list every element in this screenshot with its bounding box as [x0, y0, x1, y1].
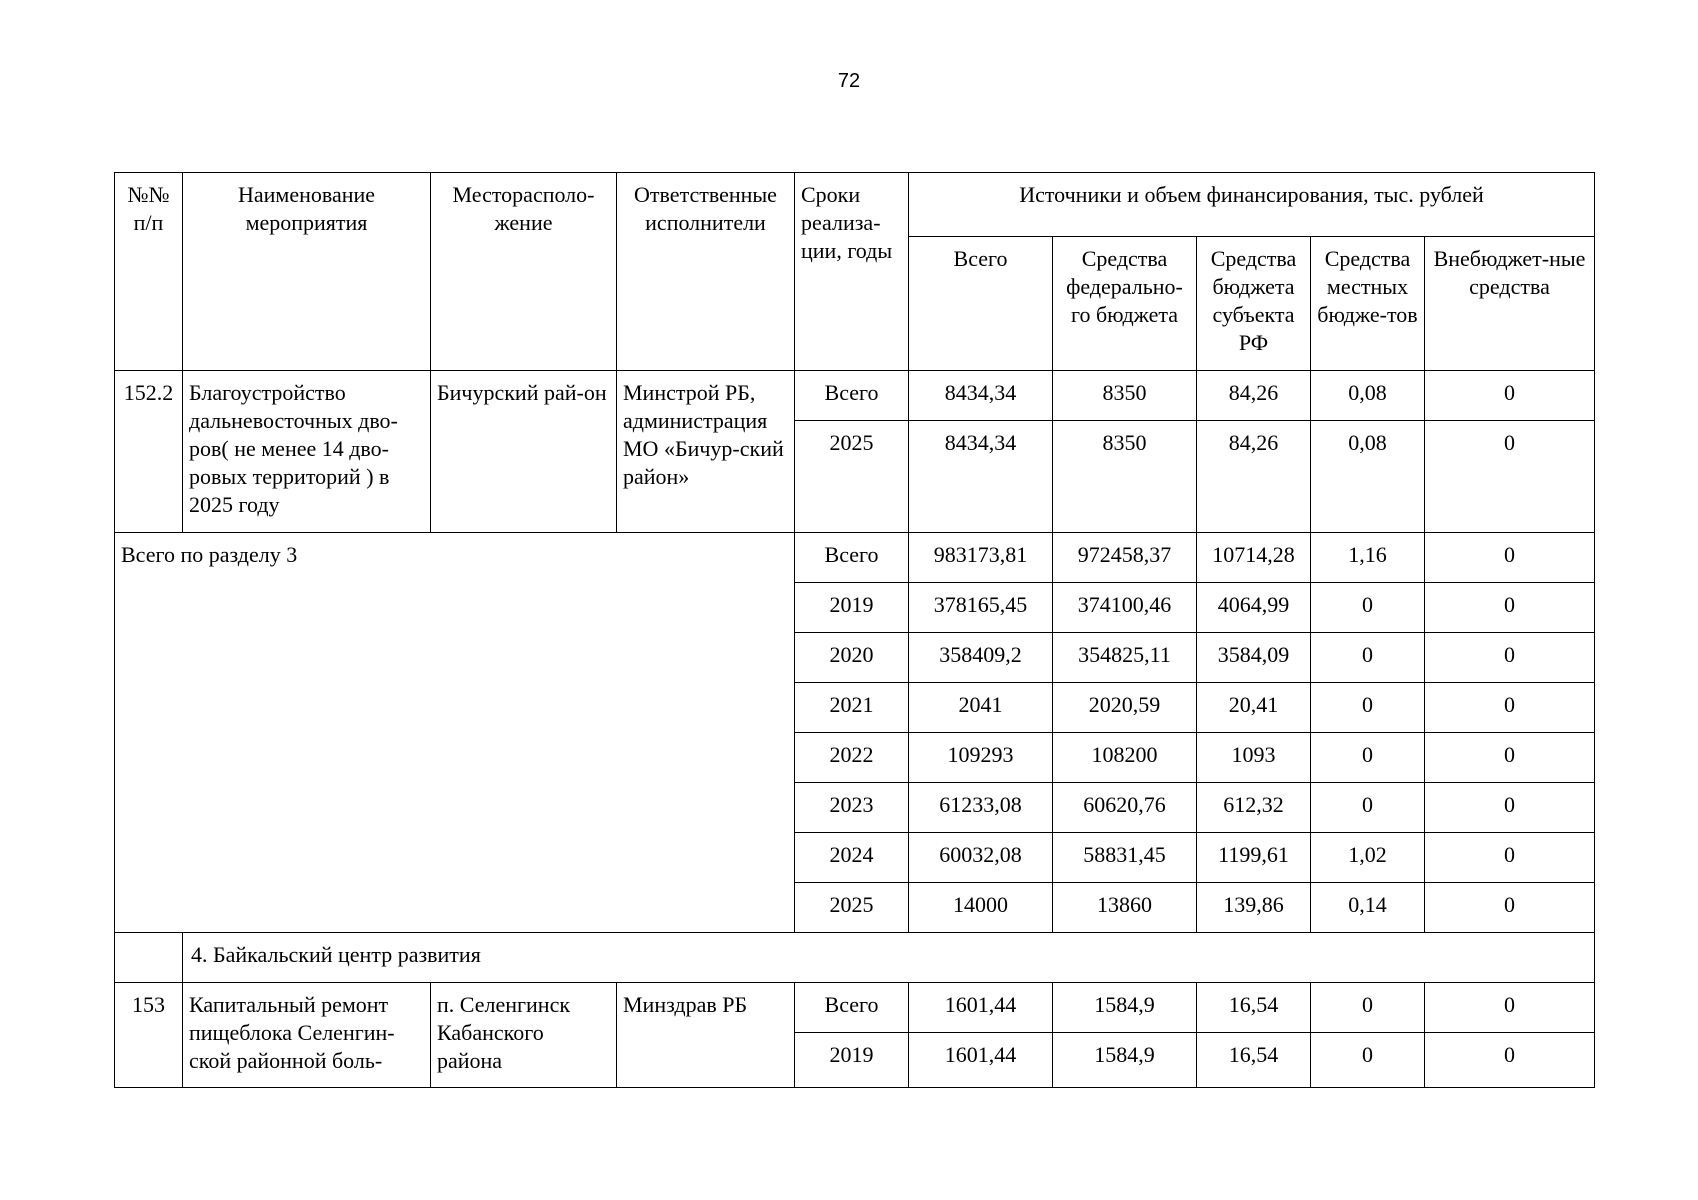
header-terms: Сроки реализа-ции, годы	[795, 173, 909, 371]
cell-extra: 0	[1425, 421, 1595, 533]
cell-federal: 13860	[1053, 883, 1197, 933]
cell-federal: 972458,37	[1053, 533, 1197, 583]
header-num: №№ п/п	[115, 173, 183, 371]
page-number: 72	[837, 70, 861, 92]
cell-total: 61233,08	[909, 783, 1053, 833]
table-row	[115, 533, 1595, 583]
cell-year: 2019	[795, 1033, 909, 1088]
cell-total: 8434,34	[909, 421, 1053, 533]
cell-year: 2024	[795, 833, 909, 883]
cell-total: 358409,2	[909, 633, 1053, 683]
cell-year: Всего	[795, 983, 909, 1033]
cell-subject: 84,26	[1197, 421, 1311, 533]
cell-federal: 60620,76	[1053, 783, 1197, 833]
header-total: Всего	[909, 237, 1053, 371]
cell-subject: 139,86	[1197, 883, 1311, 933]
cell-extra: 0	[1425, 883, 1595, 933]
cell-local: 0	[1311, 683, 1425, 733]
cell-year: 2022	[795, 733, 909, 783]
table-row	[115, 983, 1595, 1033]
cell-federal: 2020,59	[1053, 683, 1197, 733]
cell-subject: 4064,99	[1197, 583, 1311, 633]
cell-local: 0	[1311, 733, 1425, 783]
cell-year: 2019	[795, 583, 909, 633]
cell-subject: 1199,61	[1197, 833, 1311, 883]
header-funding-group: Источники и объем финансирования, тыс. рублей	[909, 173, 1595, 237]
section-4-title: 4. Байкальский центр развития	[183, 933, 1595, 983]
item-name: Капитальный ремонт пищеблока Селенгин-ской районной боль-	[183, 983, 431, 1088]
cell-local: 0,14	[1311, 883, 1425, 933]
cell-local: 0	[1311, 633, 1425, 683]
cell-federal: 1584,9	[1053, 1033, 1197, 1088]
item-num: 152.2	[115, 371, 183, 533]
cell-federal: 108200	[1053, 733, 1197, 783]
table-row	[115, 371, 1595, 421]
cell-local: 0,08	[1311, 371, 1425, 421]
section-heading-row	[115, 933, 1595, 983]
cell-extra: 0	[1425, 833, 1595, 883]
cell-total: 8434,34	[909, 371, 1053, 421]
item-name: Благоустройство дальневосточных дво-ров( не менее 14 дво-ровых территорий ) в 2025 году	[183, 371, 431, 533]
cell-extra: 0	[1425, 1033, 1595, 1088]
cell-subject: 16,54	[1197, 983, 1311, 1033]
cell-federal: 374100,46	[1053, 583, 1197, 633]
cell-subject: 20,41	[1197, 683, 1311, 733]
cell-federal: 8350	[1053, 371, 1197, 421]
cell-total: 378165,45	[909, 583, 1053, 633]
cell-total: 1601,44	[909, 1033, 1053, 1088]
cell-extra: 0	[1425, 533, 1595, 583]
cell-year: 2020	[795, 633, 909, 683]
cell-total: 2041	[909, 683, 1053, 733]
cell-year: 2023	[795, 783, 909, 833]
cell-subject: 16,54	[1197, 1033, 1311, 1088]
cell-extra: 0	[1425, 371, 1595, 421]
section-heading-spacer	[115, 933, 183, 983]
cell-total: 60032,08	[909, 833, 1053, 883]
cell-local: 1,16	[1311, 533, 1425, 583]
cell-total: 14000	[909, 883, 1053, 933]
cell-total: 109293	[909, 733, 1053, 783]
cell-year: 2025	[795, 421, 909, 533]
header-subject: Средства бюджета субъекта РФ	[1197, 237, 1311, 371]
cell-local: 0	[1311, 583, 1425, 633]
cell-local: 0	[1311, 1033, 1425, 1088]
cell-year: Всего	[795, 533, 909, 583]
header-federal: Средства федерально-го бюджета	[1053, 237, 1197, 371]
header-responsible: Ответственные исполнители	[617, 173, 795, 371]
cell-subject: 1093	[1197, 733, 1311, 783]
cell-extra: 0	[1425, 783, 1595, 833]
header-extra: Внебюджет-ные средства	[1425, 237, 1595, 371]
cell-federal: 58831,45	[1053, 833, 1197, 883]
cell-extra: 0	[1425, 983, 1595, 1033]
section-total-label: Всего по разделу 3	[115, 533, 795, 933]
item-responsible: Минстрой РБ, администрация МО «Бичур-ский район»	[617, 371, 795, 533]
item-location: п. Селенгинск Кабанского района	[431, 983, 617, 1088]
cell-local: 0,08	[1311, 421, 1425, 533]
cell-federal: 1584,9	[1053, 983, 1197, 1033]
cell-year: Всего	[795, 371, 909, 421]
cell-subject: 84,26	[1197, 371, 1311, 421]
cell-extra: 0	[1425, 733, 1595, 783]
cell-extra: 0	[1425, 583, 1595, 633]
header-row	[115, 173, 1595, 237]
cell-year: 2025	[795, 883, 909, 933]
cell-total: 983173,81	[909, 533, 1053, 583]
cell-subject: 3584,09	[1197, 633, 1311, 683]
header-local: Средства местных бюдже-тов	[1311, 237, 1425, 371]
cell-local: 1,02	[1311, 833, 1425, 883]
header-name: Наименование мероприятия	[183, 173, 431, 371]
cell-subject: 612,32	[1197, 783, 1311, 833]
cell-year: 2021	[795, 683, 909, 733]
item-location: Бичурский рай-он	[431, 371, 617, 533]
cell-local: 0	[1311, 783, 1425, 833]
cell-local: 0	[1311, 983, 1425, 1033]
cell-federal: 8350	[1053, 421, 1197, 533]
cell-extra: 0	[1425, 633, 1595, 683]
item-num: 153	[115, 983, 183, 1088]
cell-federal: 354825,11	[1053, 633, 1197, 683]
cell-subject: 10714,28	[1197, 533, 1311, 583]
cell-total: 1601,44	[909, 983, 1053, 1033]
cell-extra: 0	[1425, 683, 1595, 733]
item-responsible: Минздрав РБ	[617, 983, 795, 1088]
financing-table	[114, 172, 1595, 1088]
header-location: Месторасполо-жение	[431, 173, 617, 371]
